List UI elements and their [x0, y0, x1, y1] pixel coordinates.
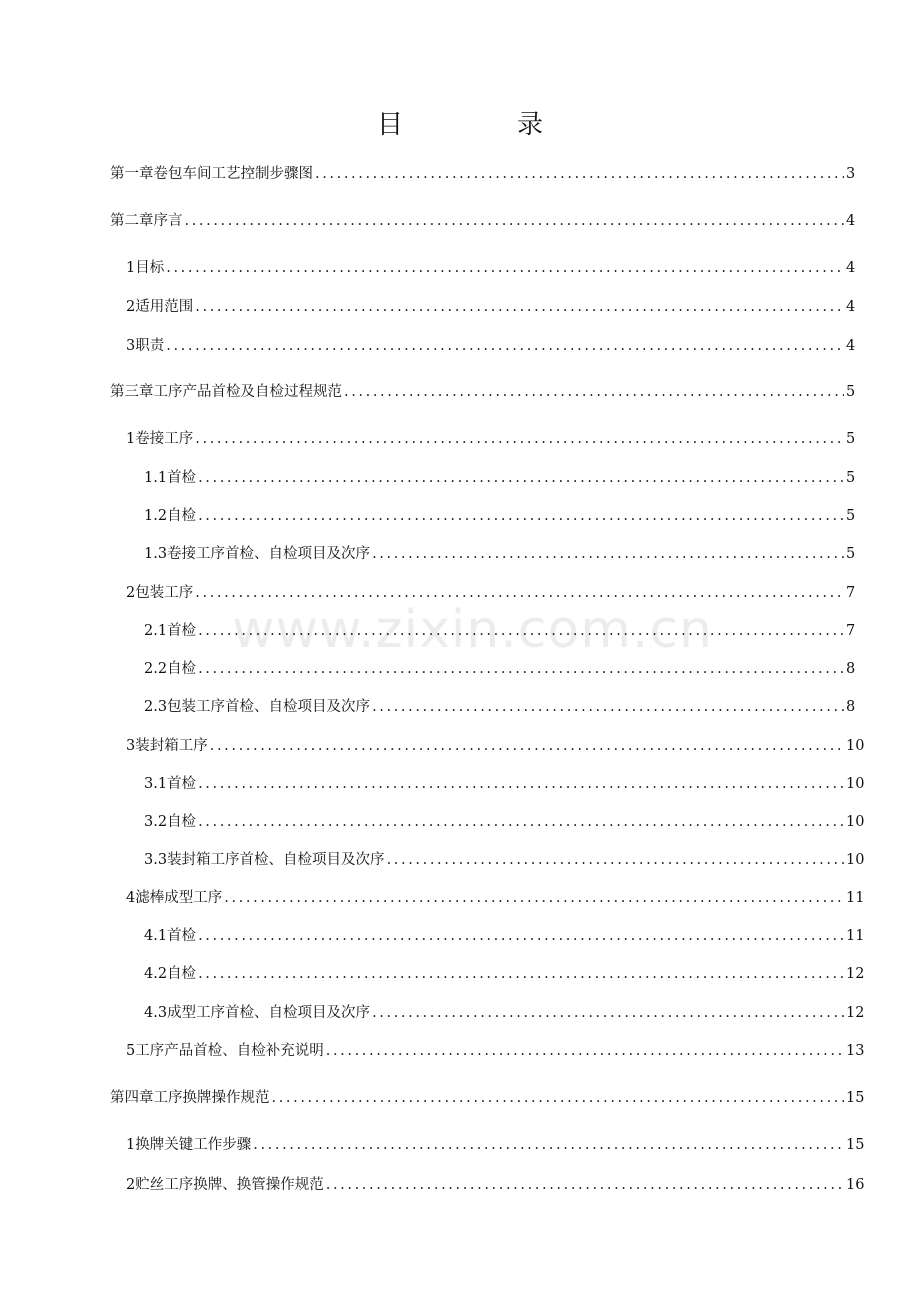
entry-number: 3.2: [144, 814, 168, 830]
dot-leader: [198, 812, 844, 832]
entry-title: 卷包车间工艺控制步骤图: [153, 166, 313, 182]
entry-page-number: 5: [846, 470, 856, 486]
entry-number: 2.3: [144, 699, 168, 715]
entry-title: 卷接工序首检、自检项目及次序: [167, 546, 371, 562]
dot-leader: [326, 1041, 844, 1061]
dot-leader: [185, 211, 845, 231]
entry-page-number: 11: [846, 890, 865, 906]
entry-page-number: 4: [846, 213, 856, 229]
toc-entry-chapter-4[interactable]: [110, 1088, 865, 1108]
entry-page-number: 10: [846, 814, 865, 830]
entry-page-number: 4: [846, 299, 856, 315]
entry-title: 工序换牌操作规范: [153, 1090, 270, 1106]
dot-leader: [166, 336, 844, 356]
entry-number: 1: [126, 1137, 136, 1153]
dot-leader: [372, 1003, 844, 1023]
dot-leader: [198, 621, 844, 641]
toc-entry-subsection[interactable]: [144, 1003, 865, 1023]
entry-page-number: 7: [846, 623, 856, 639]
toc-entry-subsection[interactable]: [144, 926, 865, 946]
entry-title: 自检: [167, 966, 197, 982]
entry-title: 滤棒成型工序: [135, 890, 223, 906]
toc-entry-subsection[interactable]: [144, 621, 854, 641]
entry-page-number: 12: [846, 1005, 865, 1021]
dot-leader: [253, 1135, 844, 1155]
dot-leader: [272, 1088, 845, 1108]
entry-number: 第四章: [110, 1090, 154, 1106]
toc-entry-subsection[interactable]: [144, 964, 865, 984]
entry-number: 4.1: [144, 928, 168, 944]
entry-number: 2.2: [144, 661, 168, 677]
entry-title: 自检: [167, 814, 197, 830]
entry-title: 工序产品首检及自检过程规范: [153, 384, 342, 400]
entry-number: 2.1: [144, 623, 168, 639]
entry-number: 4: [126, 890, 136, 906]
dot-leader: [210, 736, 844, 756]
entry-number: 3.1: [144, 776, 168, 792]
dot-leader: [198, 468, 844, 488]
dot-leader: [372, 697, 844, 717]
entry-number: 3: [126, 738, 136, 754]
entry-page-number: 4: [846, 338, 856, 354]
entry-title: 首检: [167, 928, 197, 944]
entry-number: 3.3: [144, 852, 168, 868]
dot-leader: [387, 850, 844, 870]
toc-entry-section[interactable]: [126, 888, 865, 908]
toc-entry-subsection[interactable]: [144, 812, 865, 832]
entry-page-number: 5: [846, 431, 856, 447]
dot-leader: [315, 164, 844, 184]
entry-page-number: 5: [846, 546, 856, 562]
toc-entry-subsection[interactable]: [144, 468, 854, 488]
entry-title: 序言: [153, 213, 183, 229]
entry-title: 自检: [167, 661, 197, 677]
entry-title: 贮丝工序换牌、换管操作规范: [135, 1177, 324, 1193]
entry-title: 首检: [167, 776, 197, 792]
toc-entry-subsection[interactable]: [144, 544, 854, 564]
entry-number: 4.2: [144, 966, 168, 982]
entry-number: 5: [126, 1043, 136, 1059]
entry-page-number: 13: [846, 1043, 865, 1059]
entry-number: 3: [126, 338, 136, 354]
toc-entry-section[interactable]: [126, 1175, 865, 1195]
toc-entry-subsection[interactable]: [144, 774, 865, 794]
entry-title: 换牌关键工作步骤: [135, 1137, 252, 1153]
entry-number: 第二章: [110, 213, 154, 229]
entry-title: 自检: [167, 508, 197, 524]
entry-page-number: 5: [846, 508, 856, 524]
toc-entry-section[interactable]: [126, 429, 854, 449]
toc-entry-subsection[interactable]: [144, 850, 865, 870]
entry-title: 成型工序首检、自检项目及次序: [167, 1005, 371, 1021]
dot-leader: [166, 258, 844, 278]
dot-leader: [195, 297, 844, 317]
entry-number: 4.3: [144, 1005, 168, 1021]
entry-number: 2: [126, 299, 136, 315]
entry-number: 1: [126, 260, 136, 276]
dot-leader: [372, 544, 844, 564]
entry-page-number: 10: [846, 776, 865, 792]
entry-page-number: 15: [846, 1090, 865, 1106]
toc-entry-chapter-2[interactable]: [110, 211, 854, 231]
dot-leader: [344, 382, 844, 402]
entry-number: 1.1: [144, 470, 168, 486]
dot-leader: [224, 888, 844, 908]
entry-number: 2: [126, 1177, 136, 1193]
toc-entry-chapter-1[interactable]: [110, 164, 854, 184]
entry-title: 目标: [135, 260, 165, 276]
entry-title: 卷接工序: [135, 431, 194, 447]
entry-page-number: 7: [846, 585, 856, 601]
entry-title: 首检: [167, 470, 197, 486]
entry-title: 首检: [167, 623, 197, 639]
entry-page-number: 3: [846, 166, 856, 182]
dot-leader: [198, 659, 844, 679]
toc-entry-section[interactable]: [126, 583, 854, 603]
toc-entry-section[interactable]: [126, 336, 854, 356]
entry-number: 2: [126, 585, 136, 601]
entry-page-number: 16: [846, 1177, 865, 1193]
toc-entry-section[interactable]: [126, 1135, 865, 1155]
entry-number: 第一章: [110, 166, 154, 182]
toc-entry-subsection[interactable]: [144, 506, 854, 526]
entry-title: 包装工序首检、自检项目及次序: [167, 699, 371, 715]
toc-entry-section[interactable]: [126, 258, 854, 278]
entry-title: 装封箱工序首检、自检项目及次序: [167, 852, 385, 868]
entry-title: 适用范围: [135, 299, 194, 315]
dot-leader: [198, 926, 844, 946]
entry-title: 装封箱工序: [135, 738, 208, 754]
dot-leader: [198, 964, 844, 984]
toc-entry-section[interactable]: [126, 736, 865, 756]
dot-leader: [326, 1175, 844, 1195]
entry-page-number: 8: [846, 661, 856, 677]
entry-page-number: 15: [846, 1137, 865, 1153]
dot-leader: [198, 506, 844, 526]
entry-number: 1: [126, 431, 136, 447]
watermark: www.zixin.com.cn: [232, 600, 713, 660]
page-title: 目 录: [376, 110, 587, 140]
toc-entry-subsection[interactable]: [144, 659, 854, 679]
toc-entry-subsection[interactable]: [144, 697, 854, 717]
dot-leader: [198, 774, 844, 794]
toc-entry-section[interactable]: [126, 1041, 865, 1061]
entry-number: 第三章: [110, 384, 154, 400]
entry-number: 1.3: [144, 546, 168, 562]
entry-page-number: 12: [846, 966, 865, 982]
entry-title: 职责: [135, 338, 165, 354]
entry-number: 1.2: [144, 508, 168, 524]
entry-page-number: 11: [846, 928, 865, 944]
entry-page-number: 10: [846, 852, 865, 868]
toc-entry-chapter-3[interactable]: [110, 382, 854, 402]
entry-title: 包装工序: [135, 585, 194, 601]
entry-page-number: 8: [846, 699, 856, 715]
entry-page-number: 5: [846, 384, 856, 400]
toc-entry-section[interactable]: [126, 297, 854, 317]
entry-page-number: 10: [846, 738, 865, 754]
entry-page-number: 4: [846, 260, 856, 276]
entry-title: 工序产品首检、自检补充说明: [135, 1043, 324, 1059]
dot-leader: [195, 429, 844, 449]
dot-leader: [195, 583, 844, 603]
